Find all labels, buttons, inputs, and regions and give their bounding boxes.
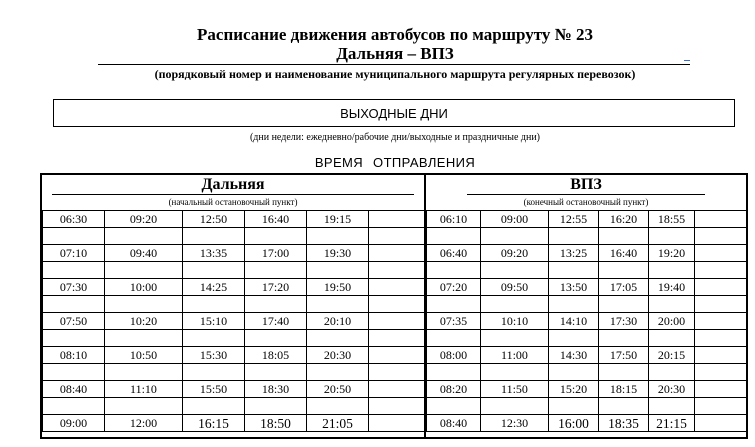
departure-time: 20:50 [307,381,369,398]
empty-cell [43,228,105,245]
empty-cell [105,228,183,245]
departure-time: 08:40 [43,381,105,398]
empty-cell [549,296,599,313]
departure-time: 17:50 [599,347,649,364]
empty-cell [245,330,307,347]
departure-time: 14:10 [549,313,599,330]
empty-cell [549,262,599,279]
departure-time: 17:20 [245,279,307,296]
empty-cell [307,262,369,279]
departure-time: 09:20 [105,211,183,228]
departure-time: 20:00 [649,313,695,330]
empty-cell [549,398,599,415]
empty-cell [307,364,369,381]
empty-cell [245,296,307,313]
empty-cell [649,398,695,415]
empty-cell [369,279,425,296]
departure-time: 11:00 [481,347,549,364]
empty-cell [369,228,425,245]
empty-cell [183,262,245,279]
start-departure-table [42,210,425,432]
empty-cell [481,262,549,279]
departure-time: 17:05 [599,279,649,296]
departure-time: 17:00 [245,245,307,262]
departure-time: 06:30 [43,211,105,228]
departure-time: 14:25 [183,279,245,296]
empty-cell [369,296,425,313]
departure-time: 07:20 [427,279,481,296]
time-row [427,381,747,398]
empty-cell [695,211,747,228]
spacer-row [43,398,425,415]
departure-time: 09:50 [481,279,549,296]
empty-cell [105,398,183,415]
departure-time: 10:00 [105,279,183,296]
spacer-row [427,262,747,279]
departure-time: 09:20 [481,245,549,262]
end-stop-name: ВПЗ [570,176,602,193]
empty-cell [695,364,747,381]
time-row [427,415,747,432]
schedule-title: Расписание движения автобусов по маршруту № 23 [197,25,593,44]
departure-time: 08:40 [427,415,481,432]
time-row [43,313,425,330]
empty-cell [183,398,245,415]
empty-cell [307,228,369,245]
empty-cell [481,398,549,415]
empty-cell [549,330,599,347]
departure-time: 18:55 [649,211,695,228]
time-row [427,313,747,330]
time-row [427,279,747,296]
departure-time: 07:50 [43,313,105,330]
empty-cell [43,398,105,415]
empty-cell [549,228,599,245]
empty-cell [481,330,549,347]
departure-time: 13:35 [183,245,245,262]
departure-time: 12:30 [481,415,549,432]
departure-time: 08:20 [427,381,481,398]
empty-cell [481,296,549,313]
departure-time: 16:00 [549,415,599,432]
title-underline [98,64,690,65]
empty-cell [307,296,369,313]
departure-time: 07:35 [427,313,481,330]
departure-time: 17:40 [245,313,307,330]
spacer-row [43,296,425,313]
start-stop-name: Дальняя [201,176,265,193]
empty-cell [369,398,425,415]
empty-cell [183,330,245,347]
time-row [43,245,425,262]
spacer-row [427,364,747,381]
days-caption: (дни недели: ежедневно/рабочие дни/выходные и праздничные дни) [249,132,541,143]
departure-time-header: ВРЕМЯ ОТПРАВЛЕНИЯ [314,155,476,170]
departure-time: 11:50 [481,381,549,398]
departure-time: 16:15 [183,415,245,432]
empty-cell [649,296,695,313]
empty-cell [369,347,425,364]
empty-cell [105,330,183,347]
time-row [427,245,747,262]
departure-time: 15:50 [183,381,245,398]
empty-cell [369,330,425,347]
empty-cell [245,398,307,415]
empty-cell [599,296,649,313]
departure-time: 17:30 [599,313,649,330]
empty-cell [695,279,747,296]
departure-time: 20:10 [307,313,369,330]
empty-cell [105,296,183,313]
departure-time: 10:50 [105,347,183,364]
empty-cell [105,364,183,381]
empty-cell [369,364,425,381]
departure-time: 16:20 [599,211,649,228]
empty-cell [369,262,425,279]
empty-cell [599,330,649,347]
departure-time: 20:15 [649,347,695,364]
empty-cell [183,296,245,313]
departure-time: 13:50 [549,279,599,296]
departure-time: 19:50 [307,279,369,296]
departure-time: 15:10 [183,313,245,330]
end-stop-caption: (конечный остановочный пункт) [523,197,649,207]
departure-time: 19:40 [649,279,695,296]
departure-time: 12:50 [183,211,245,228]
empty-cell [599,262,649,279]
departure-time: 21:15 [649,415,695,432]
empty-cell [695,296,747,313]
empty-cell [427,228,481,245]
departure-time: 19:30 [307,245,369,262]
departure-time: 13:25 [549,245,599,262]
empty-cell [307,398,369,415]
departure-time: 18:50 [245,415,307,432]
departure-time: 07:30 [43,279,105,296]
departure-time: 16:40 [245,211,307,228]
spacer-row [427,228,747,245]
route-name: Дальняя – ВПЗ [336,44,454,63]
time-row [43,279,425,296]
end-departure-table [426,210,747,432]
departure-time: 10:10 [481,313,549,330]
departure-time: 20:30 [307,347,369,364]
departure-time: 19:20 [649,245,695,262]
empty-cell [649,228,695,245]
departure-time: 07:10 [43,245,105,262]
departure-time: 18:15 [599,381,649,398]
empty-cell [599,364,649,381]
empty-cell [695,415,747,432]
empty-cell [105,262,183,279]
departure-time: 10:20 [105,313,183,330]
time-row [427,347,747,364]
empty-cell [245,364,307,381]
departure-time: 15:20 [549,381,599,398]
underline-mark [684,60,690,61]
spacer-row [43,262,425,279]
departure-time: 19:15 [307,211,369,228]
empty-cell [427,398,481,415]
departure-time: 18:05 [245,347,307,364]
empty-cell [649,330,695,347]
empty-cell [43,262,105,279]
empty-cell [427,262,481,279]
empty-cell [549,364,599,381]
empty-cell [695,347,747,364]
time-row [427,211,747,228]
departure-time: 16:40 [599,245,649,262]
spacer-row [43,330,425,347]
empty-cell [427,364,481,381]
departure-time: 08:00 [427,347,481,364]
departure-time: 06:40 [427,245,481,262]
empty-cell [369,211,425,228]
empty-cell [695,381,747,398]
empty-cell [245,228,307,245]
empty-cell [43,330,105,347]
empty-cell [369,313,425,330]
departure-time: 09:00 [481,211,549,228]
departure-time: 15:30 [183,347,245,364]
empty-cell [695,245,747,262]
start-stop-underline [52,194,414,195]
spacer-row [427,398,747,415]
empty-cell [43,296,105,313]
end-stop-underline [467,194,705,195]
empty-cell [183,228,245,245]
time-row [43,211,425,228]
spacer-row [427,296,747,313]
empty-cell [481,364,549,381]
spacer-row [43,228,425,245]
departure-time: 14:30 [549,347,599,364]
empty-cell [307,330,369,347]
departure-time: 18:35 [599,415,649,432]
empty-cell [649,262,695,279]
empty-cell [43,364,105,381]
time-row [43,381,425,398]
empty-cell [695,262,747,279]
empty-cell [369,415,425,432]
empty-cell [481,228,549,245]
departure-time: 09:40 [105,245,183,262]
empty-cell [183,364,245,381]
empty-cell [695,228,747,245]
departure-time: 12:55 [549,211,599,228]
departure-time: 20:30 [649,381,695,398]
empty-cell [599,228,649,245]
departure-time: 12:00 [105,415,183,432]
spacer-row [43,364,425,381]
departure-time: 06:10 [427,211,481,228]
empty-cell [427,296,481,313]
departure-time: 09:00 [43,415,105,432]
departure-time: 21:05 [307,415,369,432]
empty-cell [695,398,747,415]
spacer-row [427,330,747,347]
time-row [43,347,425,364]
empty-cell [245,262,307,279]
empty-cell [369,381,425,398]
empty-cell [649,364,695,381]
days-box: ВЫХОДНЫЕ ДНИ [53,99,735,127]
departure-time: 08:10 [43,347,105,364]
empty-cell [695,330,747,347]
empty-cell [427,330,481,347]
empty-cell [599,398,649,415]
departure-time: 11:10 [105,381,183,398]
empty-cell [695,313,747,330]
departure-time: 18:30 [245,381,307,398]
empty-cell [369,245,425,262]
start-stop-caption: (начальный остановочный пункт) [168,197,298,207]
time-row [43,415,425,432]
route-caption: (порядковый номер и наименование муниципального маршрута регулярных перевозок) [154,67,636,81]
